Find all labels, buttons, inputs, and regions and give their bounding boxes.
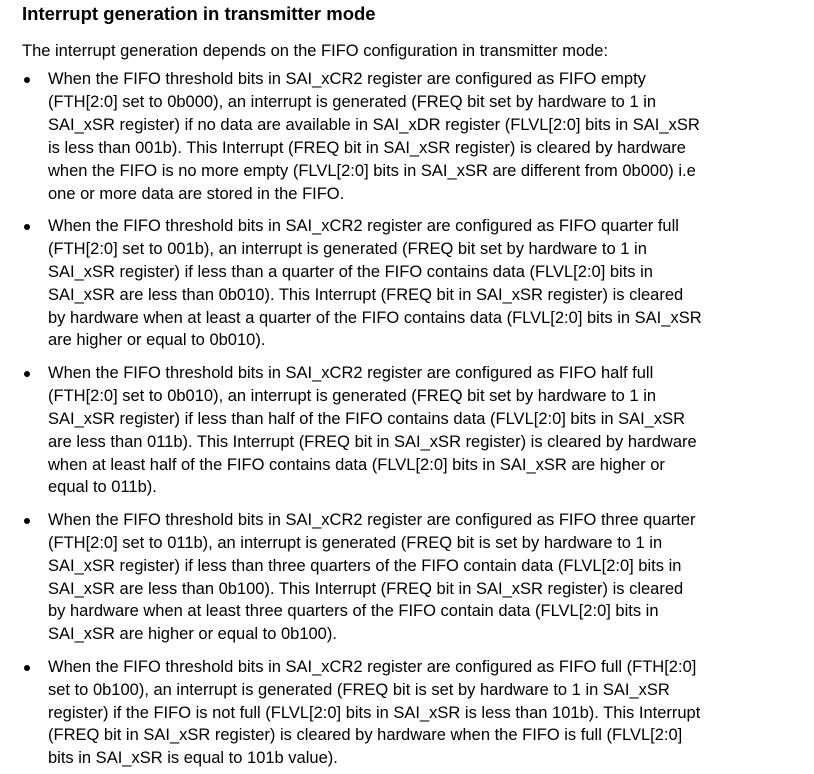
bullet-icon — [24, 77, 30, 83]
bullet-line: equal to 011b). — [48, 478, 157, 497]
intro-paragraph: The interrupt generation depends on the FIFO configuration in transmitter mode: — [22, 42, 609, 60]
bullet-line: SAI_xSR register) if less than a quarter of the FIFO contains data (FLVL[2:0] bits in — [48, 262, 653, 281]
bullet-item — [0, 509, 793, 646]
bullet-line: SAI_xSR are less than 0b100). This Interrupt (FREQ bit in SAI_xSR register) is cleared — [48, 579, 684, 598]
bullet-list — [0, 68, 814, 770]
bullet-icon — [24, 518, 30, 524]
bullet-line: (FTH[2:0] set to 001b), an interrupt is generated (FREQ bit set by hardware to 1 in — [48, 239, 647, 258]
bullet-icon — [24, 224, 30, 230]
bullet-line: SAI_xSR register) if no data are available in SAI_xDR register (FLVL[2:0] bits in SAI_xSR — [48, 115, 700, 134]
bullet-line: When the FIFO threshold bits in SAI_xCR2 register are configured as FIFO full (FTH[2:0] — [48, 657, 697, 676]
bullet-line: (FTH[2:0] set to 0b000), an interrupt is generated (FREQ bit set by hardware to 1 in — [48, 92, 657, 111]
bullet-line: are higher or equal to 0b010). — [48, 331, 266, 350]
bullet-icon — [24, 371, 30, 377]
section-heading: Interrupt generation in transmitter mode — [22, 3, 376, 24]
bullet-item — [0, 362, 793, 499]
bullet-line: When the FIFO threshold bits in SAI_xCR2 register are configured as FIFO empty — [48, 70, 646, 88]
bullet-line: is less than 001b). This Interrupt (FREQ bit in SAI_xSR register) is cleared by hardware — [48, 138, 686, 157]
bullet-line: SAI_xSR are less than 0b010). This Interrupt (FREQ bit in SAI_xSR register) is cleared — [48, 285, 684, 304]
bullet-line: bits in SAI_xSR is equal to 101b value). — [48, 749, 338, 768]
bullet-line: (FREQ bit in SAI_xSR register) is cleared by hardware when the FIFO is full (FLVL[2:0] — [48, 726, 683, 745]
bullet-line: (FTH[2:0] set to 011b), an interrupt is generated (FREQ bit is set by hardware to 1 in — [48, 533, 663, 552]
bullet-line: one or more data are stored in the FIFO. — [48, 184, 345, 203]
bullet-line: SAI_xSR register) if less than three quarters of the FIFO contain data (FLVL[2:0] bits in — [48, 556, 682, 575]
bullet-icon — [24, 665, 30, 671]
bullet-line: by hardware when at least three quarters of the FIFO contain data (FLVL[2:0] bits in — [48, 602, 659, 621]
bullet-line: register) if the FIFO is not full (FLVL[2:0] bits in SAI_xSR is less than 101b). This Interrupt — [48, 703, 701, 722]
bullet-line: When the FIFO threshold bits in SAI_xCR2 register are configured as FIFO three quarter — [48, 510, 696, 529]
bullet-item — [0, 68, 793, 205]
bullet-line: when the FIFO is no more empty (FLVL[2:0] bits in SAI_xSR are different from 0b000) i.e — [48, 161, 696, 180]
bullet-line: (FTH[2:0] set to 0b010), an interrupt is generated (FREQ bit set by hardware to 1 in — [48, 386, 657, 405]
bullet-item — [0, 215, 793, 352]
bullet-line: SAI_xSR register) if less than half of the FIFO contains data (FLVL[2:0] bits in SAI_xSR — [48, 409, 686, 428]
bullet-line: When the FIFO threshold bits in SAI_xCR2 register are configured as FIFO quarter full — [48, 216, 679, 235]
bullet-line: set to 0b100), an interrupt is generated (FREQ bit is set by hardware to 1 in SAI_xSR — [48, 680, 670, 699]
bullet-line: when at least half of the FIFO contains data (FLVL[2:0] bits in SAI_xSR are higher or — [48, 455, 665, 474]
bullet-item — [0, 656, 793, 771]
bullet-line: are less than 011b). This Interrupt (FREQ bit in SAI_xSR register) is cleared by hardware — [48, 432, 697, 451]
bullet-line: SAI_xSR are higher or equal to 0b100). — [48, 625, 337, 644]
bullet-line: by hardware when at least a quarter of the FIFO contains data (FLVL[2:0] bits in SAI_xSR — [48, 308, 702, 327]
bullet-line: When the FIFO threshold bits in SAI_xCR2 register are configured as FIFO half full — [48, 363, 654, 382]
